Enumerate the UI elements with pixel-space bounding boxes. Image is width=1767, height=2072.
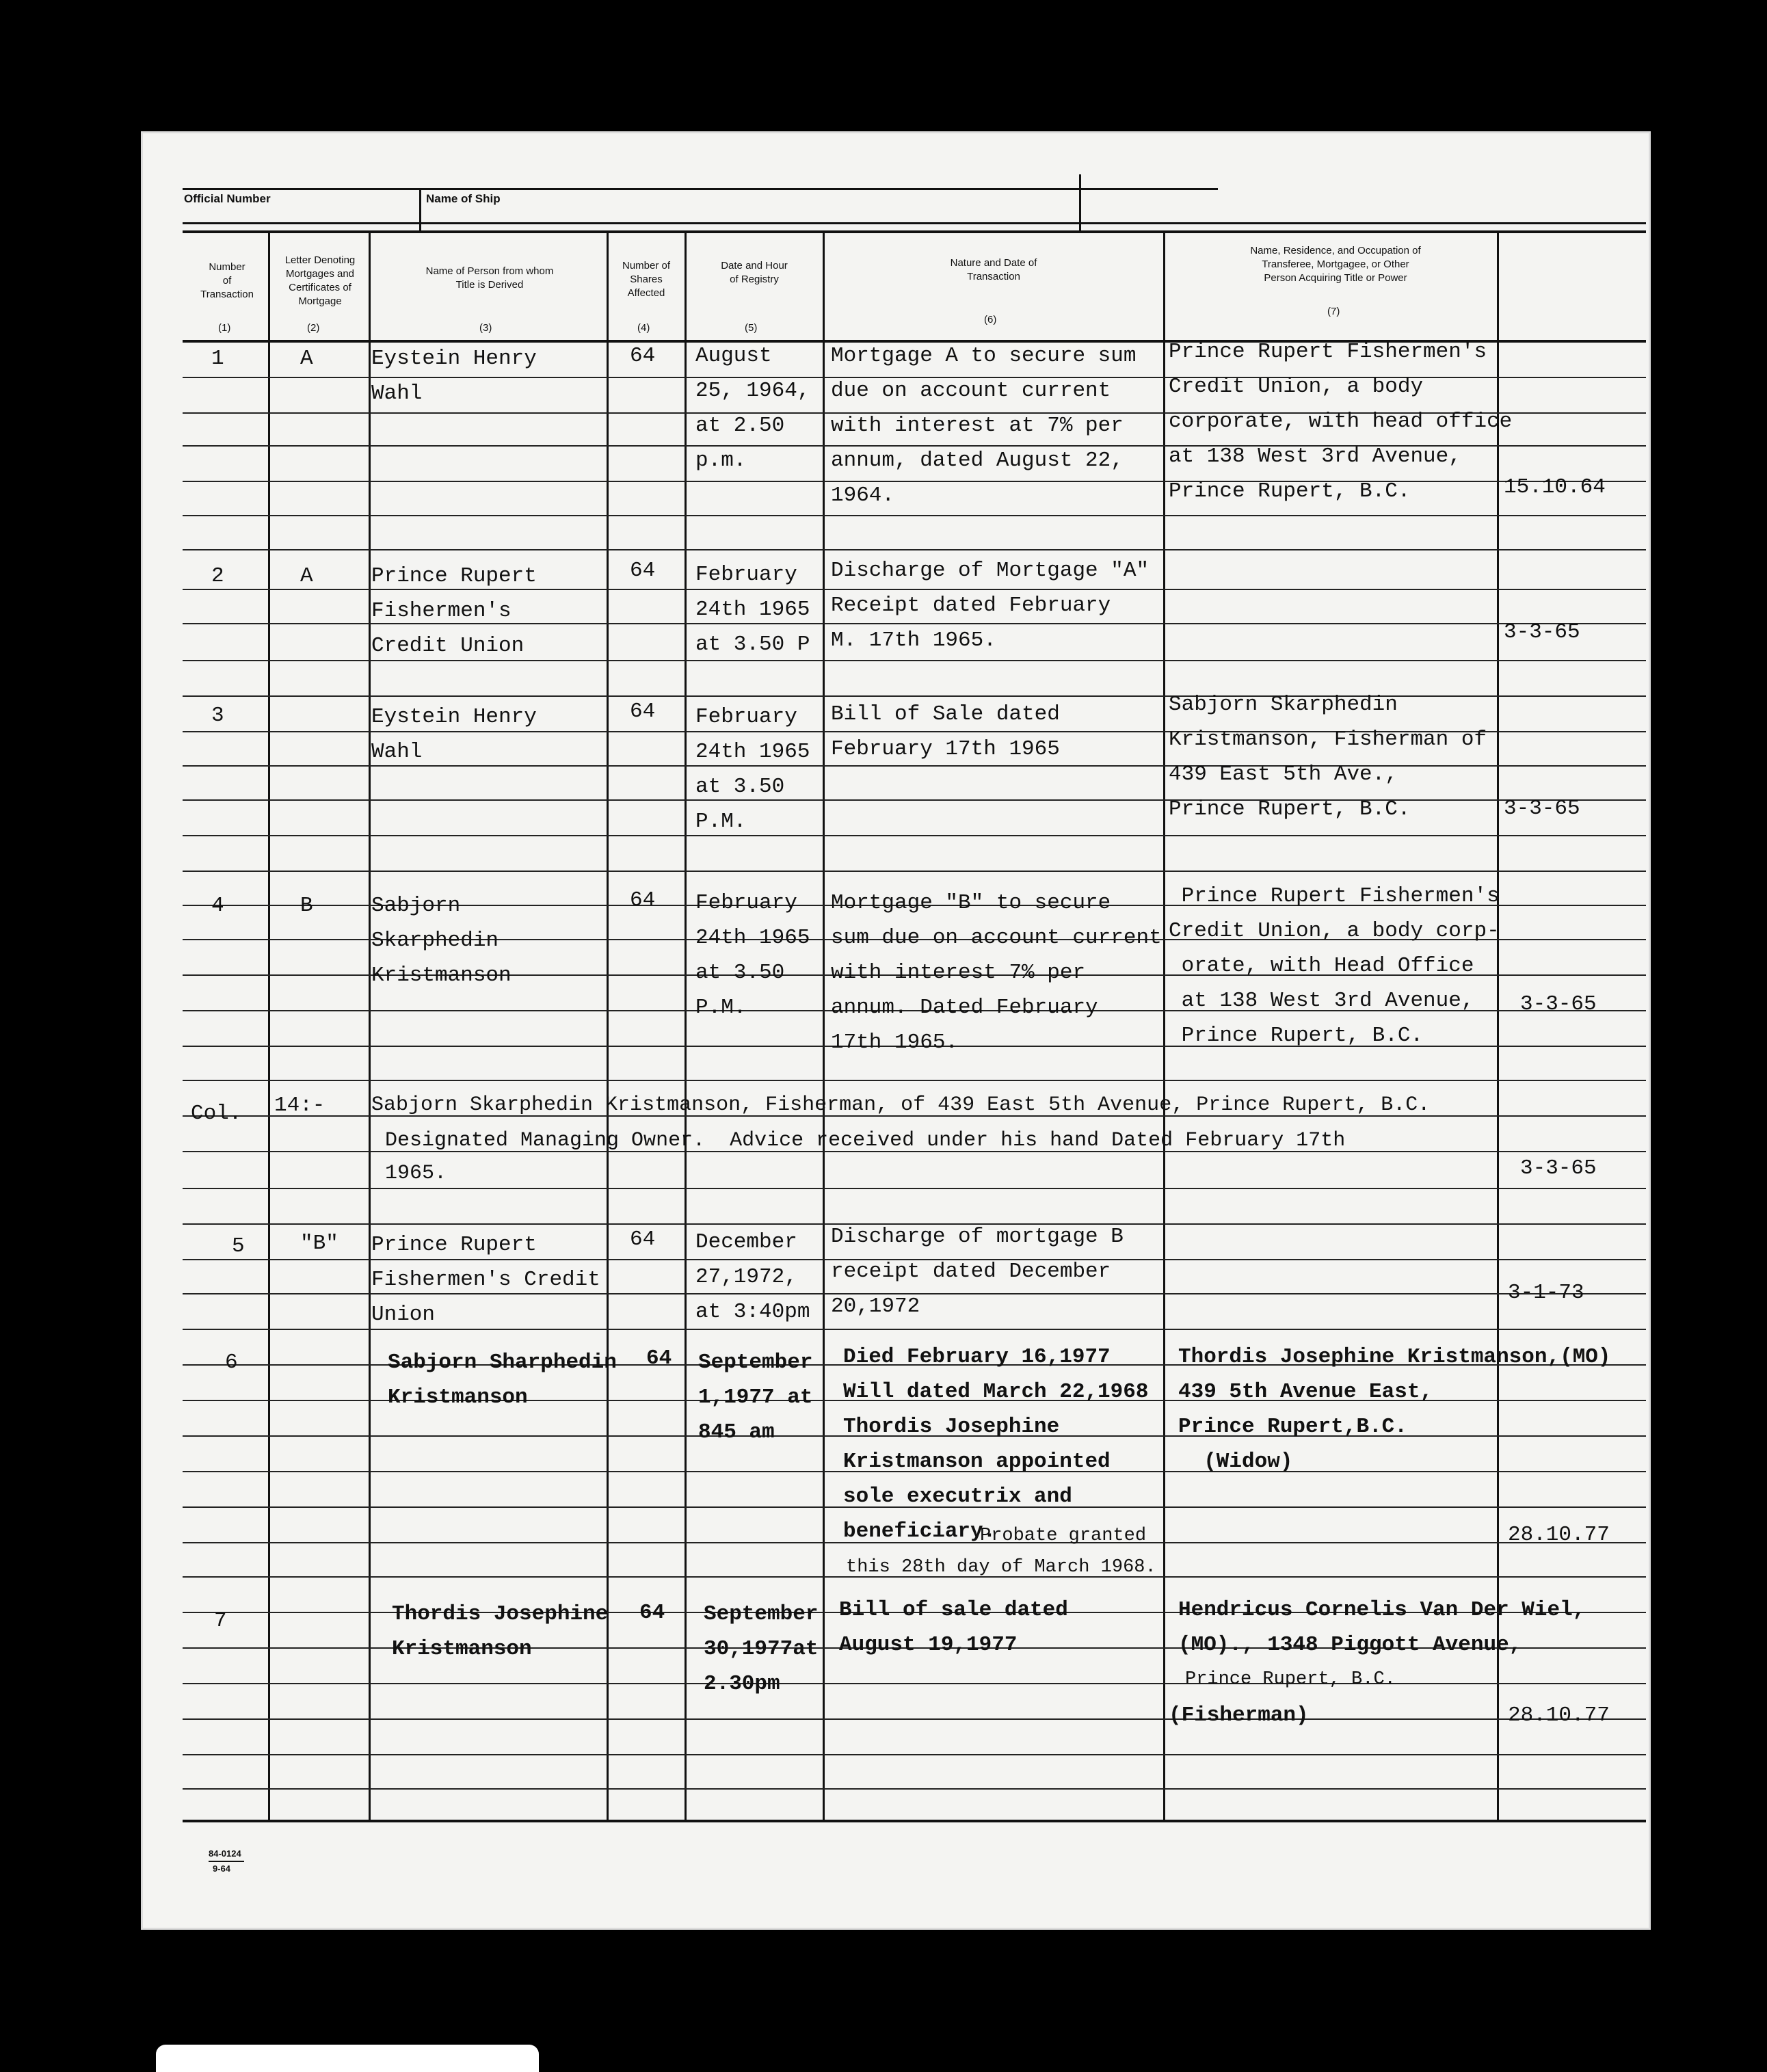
ledger-line [183, 549, 1646, 550]
entry-3-registry: February 24th 1965 at 3.50 P.M. [695, 705, 810, 834]
entry-6-nature: Died February 16,1977 Will dated March 22,1968 Thordis Josephine Kristmanson appointed sole executrix and beneficiary. [843, 1345, 1149, 1543]
entry-4-from: Sabjorn Skarphedin Kristmanson [371, 894, 512, 987]
entry-5-letter: "B" [300, 1232, 338, 1256]
form-code-rule [209, 1861, 244, 1862]
ledger-line [183, 1788, 1646, 1790]
entry-4-registry: February 24th 1965 at 3.50 P.M. [695, 891, 810, 1020]
entry-1-from: Eystein Henry Wahl [371, 347, 537, 406]
col-header-3: Name of Person from whom Title is Derived [425, 265, 554, 291]
col14-letter: 14:- [274, 1093, 326, 1117]
entry-6-shares: 64 [646, 1346, 672, 1370]
col-num-2: (2) [307, 322, 320, 334]
entry-3-nature: Bill of Sale dated February 17th 1965 [831, 702, 1060, 761]
entry-2-nature: Discharge of Mortgage "A" Receipt dated February M. 17th 1965. [831, 559, 1150, 652]
entry-6-number: 6 [225, 1351, 238, 1374]
entry-3-shares: 64 [630, 700, 656, 723]
entry-5-from: Prince Rupert Fishermen's Credit Union [371, 1233, 600, 1327]
header-double-rule [183, 230, 1646, 233]
col14-date: 3-3-65 [1520, 1156, 1597, 1180]
entry-4-date: 3-3-65 [1520, 992, 1597, 1016]
form-code: 84-0124 [209, 1848, 241, 1859]
entry-5-shares: 64 [630, 1227, 656, 1251]
entry-7-from: Thordis Josephine Kristmanson [392, 1602, 609, 1661]
col-num-1: (1) [218, 322, 231, 334]
entry-7-registry: September 30,1977at 2.30pm [704, 1602, 819, 1696]
col14-line-1: Sabjorn Skarphedin Kristmanson, Fisherman, of 439 East 5th Avenue, Prince Rupert, B.C. [371, 1093, 1431, 1117]
entry-2-number: 2 [211, 564, 224, 588]
ledger-line [183, 835, 1646, 836]
entry-5-number: 5 [232, 1234, 245, 1258]
col-divider-5 [823, 233, 825, 1820]
entry-6-to: Thordis Josephine Kristmanson,(MO) 439 5th Avenue East, Prince Rupert,B.C. (Widow) [1178, 1345, 1611, 1474]
col14-line-3: 1965. [385, 1162, 447, 1185]
entry-5-registry: December 27,1972, at 3:40pm [695, 1230, 810, 1324]
entry-7-nature: Bill of sale dated August 19,1977 [839, 1598, 1068, 1657]
entry-6-from: Sabjorn Sharphedin Kristmanson [388, 1351, 617, 1409]
entry-5-date: 3-1-73 [1508, 1281, 1584, 1305]
entry-1-registry: August 25, 1964, at 2.50 p.m. [695, 344, 810, 473]
entry-4-letter: B [300, 894, 313, 918]
entry-3-number: 3 [211, 704, 224, 728]
col-header-6: Nature and Date of Transaction [950, 257, 1037, 282]
ledger-line [183, 515, 1646, 516]
ledger-line [183, 1080, 1646, 1081]
col-header-5: Date and Hour of Registry [721, 260, 788, 285]
entry-6-probate-1: Probate granted [980, 1526, 1147, 1546]
col-num-4: (4) [637, 322, 650, 334]
entry-1-number: 1 [211, 347, 224, 371]
entry-7-to-occupation: (Fisherman) [1169, 1703, 1309, 1727]
col-divider-4 [685, 233, 687, 1820]
ship-name-label: Name of Ship [426, 192, 501, 205]
col-header-4: Number of Shares Affected [622, 260, 671, 299]
entry-1-shares: 64 [630, 344, 656, 368]
col14-number: Col. [191, 1102, 242, 1126]
col-divider-3 [607, 233, 609, 1820]
top-border [183, 188, 1218, 190]
entry-7-to: Hendricus Cornelis Van Der Wiel, (MO)., 1348 Piggott Avenue, [1178, 1598, 1586, 1657]
form-date: 9-64 [213, 1863, 231, 1874]
ledger-line [183, 871, 1646, 872]
col-header-7: Name, Residence, and Occupation of Transferee, Mortgagee, or Other Person Acquiring Title or Power [1250, 245, 1421, 284]
entry-5-nature: Discharge of mortgage B receipt dated December 20,1972 [831, 1225, 1124, 1318]
entry-2-registry: February 24th 1965 at 3.50 P [695, 563, 810, 656]
entry-7-shares: 64 [639, 1601, 665, 1625]
entry-3-from: Eystein Henry Wahl [371, 705, 537, 764]
entry-1-nature: Mortgage A to secure sum due on account current with interest at 7% per annum, dated August 22, 1964. [831, 344, 1137, 507]
header-top-rule [183, 222, 1646, 224]
col-header-2: Letter Denoting Mortgages and Certificates of Mortgage [284, 254, 356, 307]
col-divider-2 [369, 233, 371, 1820]
ledger-line [183, 1754, 1646, 1755]
entry-4-number: 4 [211, 894, 224, 918]
register-page [141, 131, 1651, 1930]
entry-3-to: Sabjorn Skarphedin Kristmanson, Fisherman of 439 East 5th Ave., Prince Rupert, B.C. [1169, 693, 1487, 821]
entry-7-number: 7 [214, 1609, 227, 1633]
entry-6-probate-2: this 28th day of March 1968. [846, 1557, 1156, 1578]
entry-7-to-city: Prince Rupert, B.C. [1185, 1669, 1396, 1690]
entry-7-date: 28.10.77 [1508, 1703, 1610, 1727]
entry-3-date: 3-3-65 [1504, 797, 1580, 821]
scanner-strip [156, 2045, 539, 2072]
entry-6-registry: September 1,1977 at 845 am [698, 1351, 813, 1444]
official-number-label: Official Number [184, 192, 271, 205]
entry-1-to: Prince Rupert Fishermen's Credit Union, a body corporate, with head office at 138 West 3rd Avenue, Prince Rupert, B.C. [1169, 340, 1513, 503]
ledger-line [183, 1683, 1646, 1684]
entry-4-shares: 64 [630, 888, 656, 912]
col-num-7: (7) [1327, 306, 1340, 317]
entry-1-letter: A [300, 347, 313, 371]
entry-4-nature: Mortgage "B" to secure sum due on account current with interest 7% per annum. Dated February 17th 1965. [831, 891, 1162, 1054]
entry-1-date: 15.10.64 [1504, 475, 1606, 499]
entry-2-from: Prince Rupert Fishermen's Credit Union [371, 564, 537, 658]
col14-line-2: Designated Managing Owner. Advice received under his hand Dated February 17th [385, 1129, 1346, 1152]
entry-2-letter: A [300, 564, 313, 588]
official-number-box-divider [419, 188, 421, 232]
entry-6-date: 28.10.77 [1508, 1523, 1610, 1547]
col-divider-1 [268, 233, 270, 1820]
col-header-1: Number of Transaction [200, 261, 254, 300]
entry-4-to: Prince Rupert Fishermen's Credit Union, a body corp- orate, with Head Office at 138 West 3rd Avenue, Prince Rupert, B.C. [1169, 884, 1500, 1048]
ledger-line [183, 1718, 1646, 1720]
col-num-6: (6) [984, 314, 997, 326]
entry-2-shares: 64 [630, 559, 656, 583]
col-divider-6 [1163, 233, 1165, 1820]
col-num-5: (5) [745, 322, 758, 334]
col-num-3: (3) [479, 322, 492, 334]
entry-2-date: 3-3-65 [1504, 620, 1580, 644]
table-bottom-rule [183, 1820, 1646, 1822]
